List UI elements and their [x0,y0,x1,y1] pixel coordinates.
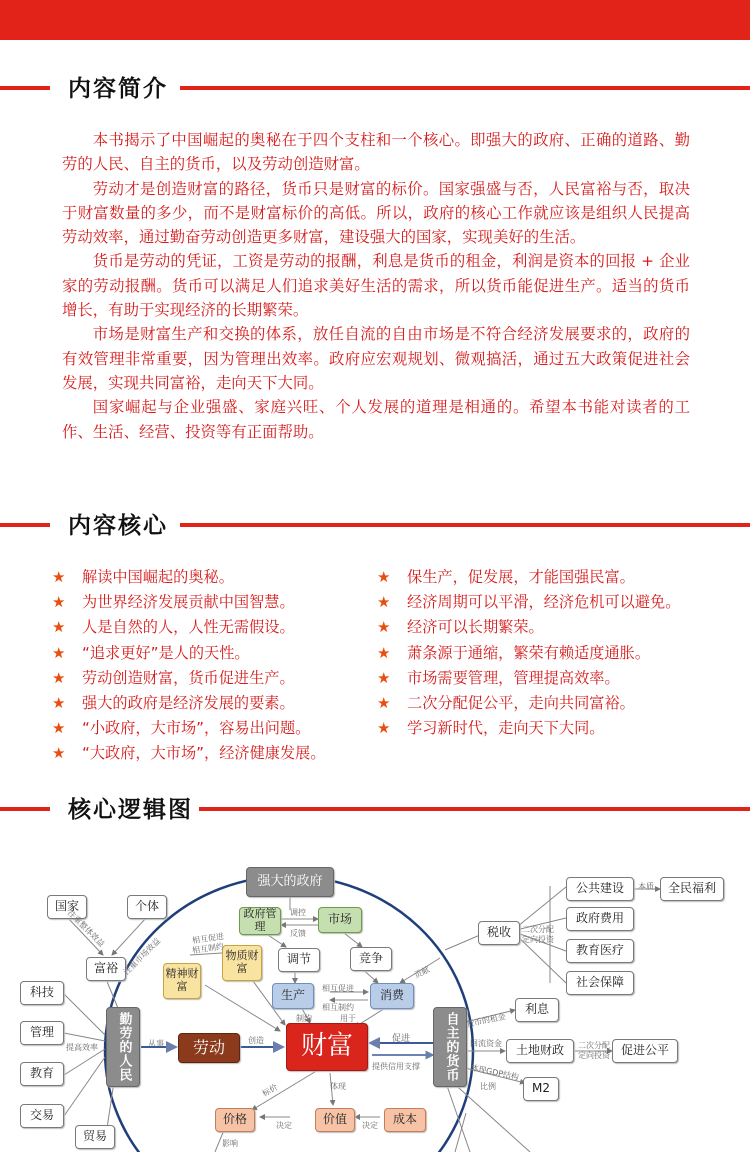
edge-label: 标价 [260,1082,280,1099]
star-icon: ★ [52,719,66,738]
star-icon: ★ [52,668,66,687]
star-icon: ★ [377,593,391,612]
node-commerce: 贸易 [75,1125,115,1149]
list-item [52,741,326,766]
node-spirit-wealth: 精神财富 [163,963,201,999]
edge-label: 回流资金 [470,1039,502,1048]
list-item-text: 经济周期可以平滑，经济危机可以避免。 [407,593,681,612]
node-government: 强大的政府 [246,867,334,897]
core-list-left [52,565,326,767]
list-item-text: 为世界经济发展贡献中国智慧。 [82,593,295,612]
star-icon: ★ [377,693,391,712]
top-banner [0,0,750,40]
list-item [377,641,680,666]
node-land-finance: 土地财政 [506,1039,574,1063]
section-header-intro [0,68,750,108]
edge-label: 决定 [362,1121,378,1130]
star-icon: ★ [377,643,391,662]
section-title: 核心逻辑图 [62,791,199,824]
list-item-text: “小政府，大市场”，容易出问题。 [82,719,311,738]
intro-text [62,128,690,444]
node-edu-medical: 教育医疗 [566,939,634,963]
node-consumption: 消费 [370,983,414,1009]
star-icon: ★ [52,643,66,662]
list-item-text: “追求更好”是人的天性。 [82,643,250,662]
node-price: 价格 [215,1108,255,1132]
edge-label: 用于 [340,1014,356,1023]
node-material-wealth: 物质财富 [222,945,262,981]
divider [0,807,50,811]
list-item-text: 二次分配促公平，走向共同富裕。 [407,693,635,712]
node-welfare: 全民福利 [660,877,724,901]
divider [180,86,750,90]
edge-label: 比例 [480,1082,496,1091]
edge-label: 二次分配定向投资 [578,1041,610,1060]
edge-label: 调控 [290,908,306,917]
core-list-right [377,565,680,741]
list-item [377,691,680,716]
star-icon: ★ [52,568,66,586]
edge-label: 提供信用支撑 [372,1062,420,1071]
node-tax: 税收 [478,921,520,945]
node-tech: 科技 [20,981,64,1005]
edge-label: 体现 [330,1082,346,1091]
intro-paragraph: 货币是劳动的凭证，工资是劳动的报酬，利息是货币的租金，利润是资本的回报 + 企业家的劳动报酬。货币可以满足人们追求美好生活的需求，所以货币能促进生产。适当的货币增长，有助于实现经济的长期繁荣。 [62,252,690,320]
star-icon: ★ [52,593,66,612]
list-item-text: 保生产，促发展，才能国强民富。 [407,568,635,586]
section-title: 内容简介 [62,70,174,103]
node-education: 教育 [20,1062,64,1086]
edge-label: 促进 [392,1034,411,1044]
list-item-text: 萧条源于通缩，繁荣有赖适度通胀。 [407,643,650,662]
edge-label: 注重市场效益 [121,936,163,977]
section-header-core [0,505,750,545]
edge-label: 相互促进 [191,931,225,946]
section-header-diagram [0,789,750,829]
divider [0,523,50,527]
edge-label: 体现GDP结构 [469,1062,520,1083]
node-individual: 个体 [127,895,167,919]
node-market: 市场 [318,907,362,933]
list-item-text: 劳动创造财富，货币促进生产。 [82,668,295,687]
node-trade: 交易 [20,1104,64,1128]
edge-label: 贡献 [412,965,432,980]
edge-label: 相互制约 [191,941,225,956]
star-icon: ★ [377,668,391,687]
node-public-build: 公共建设 [566,877,634,901]
star-icon: ★ [377,719,391,738]
list-item [377,716,680,741]
edge-label: 二次分配定向投资 [522,925,554,944]
edge-label: 制约 [296,1014,312,1023]
edge-label: 本质 [638,882,654,891]
list-item-text: 人是自然的人，人性无需假设。 [82,618,295,637]
node-rich: 富裕 [86,957,126,981]
list-item-text: 市场需要管理，管理提高效率。 [407,668,620,687]
edge-label: 提高效率 [66,1043,98,1052]
list-item [377,590,680,615]
edge-label: 反馈 [290,929,306,938]
node-interest: 利息 [515,998,559,1022]
intro-paragraph: 劳动才是创造财富的路径，货币只是财富的标价。国家强盛与否，人民富裕与否，取决于财富数量的多少，而不是财富标价的高低。所以，政府的核心工作就应该是组织人民提高劳动效率，通过勤奋劳动创造更多财富，建设强大的国家，实现美好的生活。 [62,179,690,247]
list-item-text: 学习新时代，走向天下大同。 [407,719,605,738]
list-item [52,615,326,640]
list-item [377,615,680,640]
node-wealth: 财富 [286,1023,368,1071]
node-cost: 成本 [384,1108,426,1132]
divider [180,807,750,811]
list-item-text: 强大的政府是经济发展的要素。 [82,693,295,712]
list-item [52,691,326,716]
list-item [52,590,326,615]
intro-paragraph: 市场是财富生产和交换的体系，放任自流的自由市场是不符合经济发展要求的，政府的有效管理非常重要，因为管理出效率。政府应宏观规划、微观搞活，通过五大政策促进社会发展，实现共同富裕，走向天下大同。 [62,325,690,392]
star-icon: ★ [377,568,391,586]
node-labor: 劳动 [178,1033,240,1063]
node-production: 生产 [272,983,314,1009]
edge-label: 注重整体效益 [65,908,107,949]
section-title: 内容核心 [62,507,174,540]
list-item [52,641,326,666]
intro-paragraph: 国家崛起与企业强盛、家庭兴旺、个人发展的道理是相通的。希望本书能对读者的工作、生活、经营、投资等有正面帮助。 [62,398,690,441]
node-social-security: 社会保障 [566,971,634,995]
node-gov-management: 政府管理 [239,907,281,935]
divider [0,86,50,90]
node-gov-expense: 政府费用 [566,907,634,931]
edge-label: 相互制约 [322,1003,354,1012]
edge-label: 相互促进 [322,984,354,993]
node-people: 勤劳的人民 [106,1007,140,1087]
edge-label: 货币的租金 [465,1011,507,1030]
list-item [52,666,326,691]
node-m2: M2 [523,1077,559,1101]
edge-label: 从事 [148,1039,164,1048]
star-icon: ★ [52,744,66,763]
divider [180,523,750,527]
edge-label: 决定 [276,1121,292,1130]
node-fairness: 促进公平 [612,1039,678,1063]
node-regulate: 调节 [278,948,320,972]
node-compete: 竞争 [350,947,392,971]
edge-label: 影响 [222,1139,238,1148]
list-item-text: “大政府，大市场”，经济健康发展。 [82,744,326,763]
list-item [377,666,680,691]
list-item [52,565,326,590]
node-country: 国家 [47,895,87,919]
logic-diagram [0,855,750,1152]
edge-label: 创造 [248,1036,264,1045]
list-item-text: 解读中国崛起的奥秘。 [82,568,234,586]
node-currency: 自主的货币 [433,1007,467,1087]
star-icon: ★ [52,618,66,637]
intro-paragraph: 本书揭示了中国崛起的奥秘在于四个支柱和一个核心。即强大的政府、正确的道路、勤劳的人民、自主的货币，以及劳动创造财富。 [62,131,690,174]
list-item [52,716,326,741]
node-value: 价值 [315,1108,355,1132]
star-icon: ★ [52,693,66,712]
node-management: 管理 [20,1021,64,1045]
list-item [377,565,680,590]
list-item-text: 经济可以长期繁荣。 [407,618,544,637]
star-icon: ★ [377,618,391,637]
